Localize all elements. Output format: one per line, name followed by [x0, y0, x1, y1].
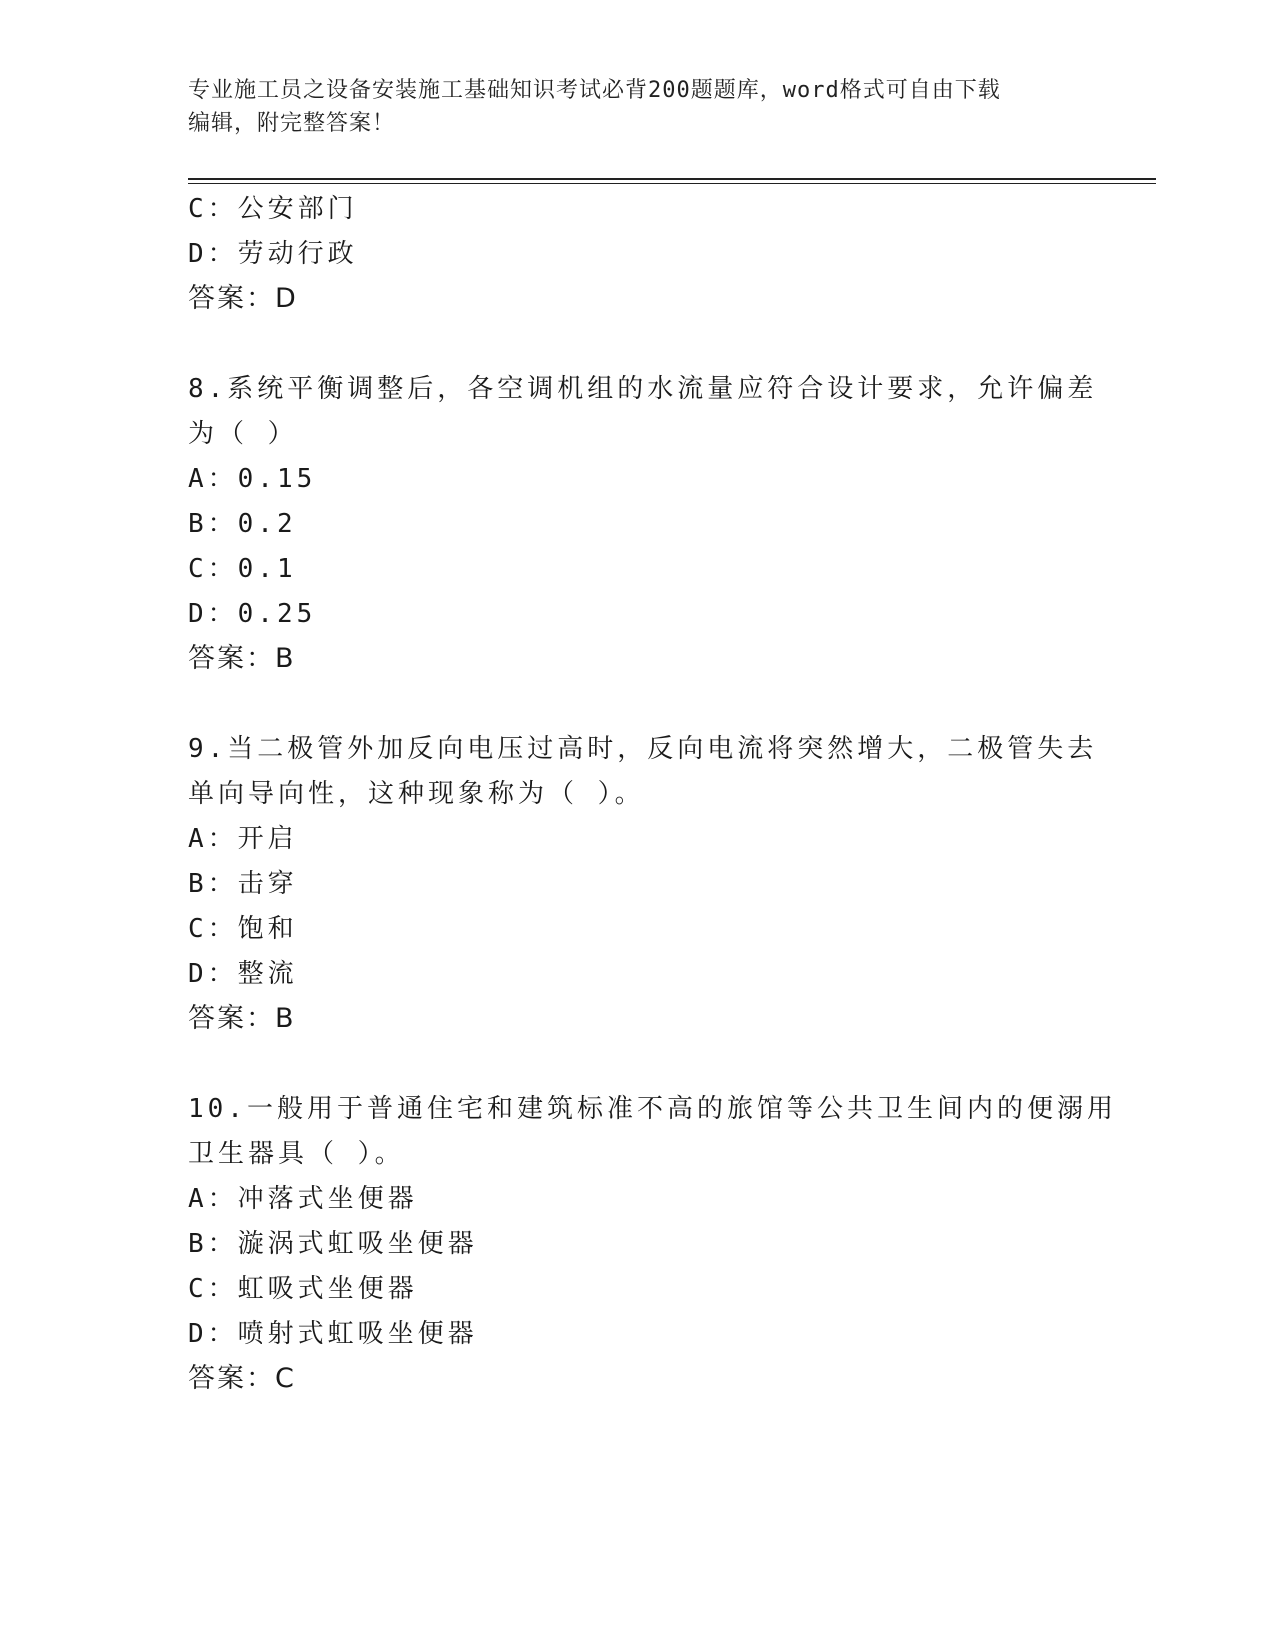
page-header [188, 74, 1088, 140]
option-b: B：击穿 [188, 869, 298, 899]
option-a: A：0.15 [188, 464, 317, 494]
option-d: D：0.25 [188, 599, 317, 629]
answer-label: 答案：B [188, 1003, 296, 1034]
option-d: D：整流 [188, 959, 298, 989]
header-line-2: 编辑，附完整答案！ [188, 111, 396, 136]
option-c: C：饱和 [188, 914, 298, 944]
question-stem-line-1: 8.系统平衡调整后，各空调机组的水流量应符合设计要求，允许偏差 [188, 374, 1098, 404]
option-d: D：喷射式虹吸坐便器 [188, 1319, 478, 1349]
option-c: C：0.1 [188, 554, 297, 584]
carryover-option-d: D：劳动行政 [188, 239, 358, 269]
option-a: A：开启 [188, 824, 298, 854]
header-rule-thin [188, 183, 1156, 184]
carryover-answer: 答案：D [188, 283, 298, 314]
question-stem-line-2: 单向导向性，这种现象称为（ ）。 [188, 779, 645, 809]
option-c: C：虹吸式坐便器 [188, 1274, 418, 1304]
option-b: B：漩涡式虹吸坐便器 [188, 1229, 478, 1259]
question-stem-line-2: 卫生器具（ ）。 [188, 1139, 405, 1169]
option-a: A：冲落式坐便器 [188, 1184, 418, 1214]
carryover-option-c: C：公安部门 [188, 194, 358, 224]
question-stem-line-2: 为（ ） [188, 419, 298, 449]
question-stem-line-1: 9.当二极管外加反向电压过高时，反向电流将突然增大，二极管失去 [188, 734, 1098, 764]
answer-label: 答案：C [188, 1363, 296, 1394]
header-rule-thick [188, 178, 1156, 180]
question-stem-line-1: 10.一般用于普通住宅和建筑标准不高的旅馆等公共卫生间内的便溺用 [188, 1094, 1117, 1124]
answer-label: 答案：B [188, 643, 296, 674]
header-line-1: 专业施工员之设备安装施工基础知识考试必背200题题库，word格式可自由下载 [188, 78, 1001, 103]
option-b: B：0.2 [188, 509, 297, 539]
